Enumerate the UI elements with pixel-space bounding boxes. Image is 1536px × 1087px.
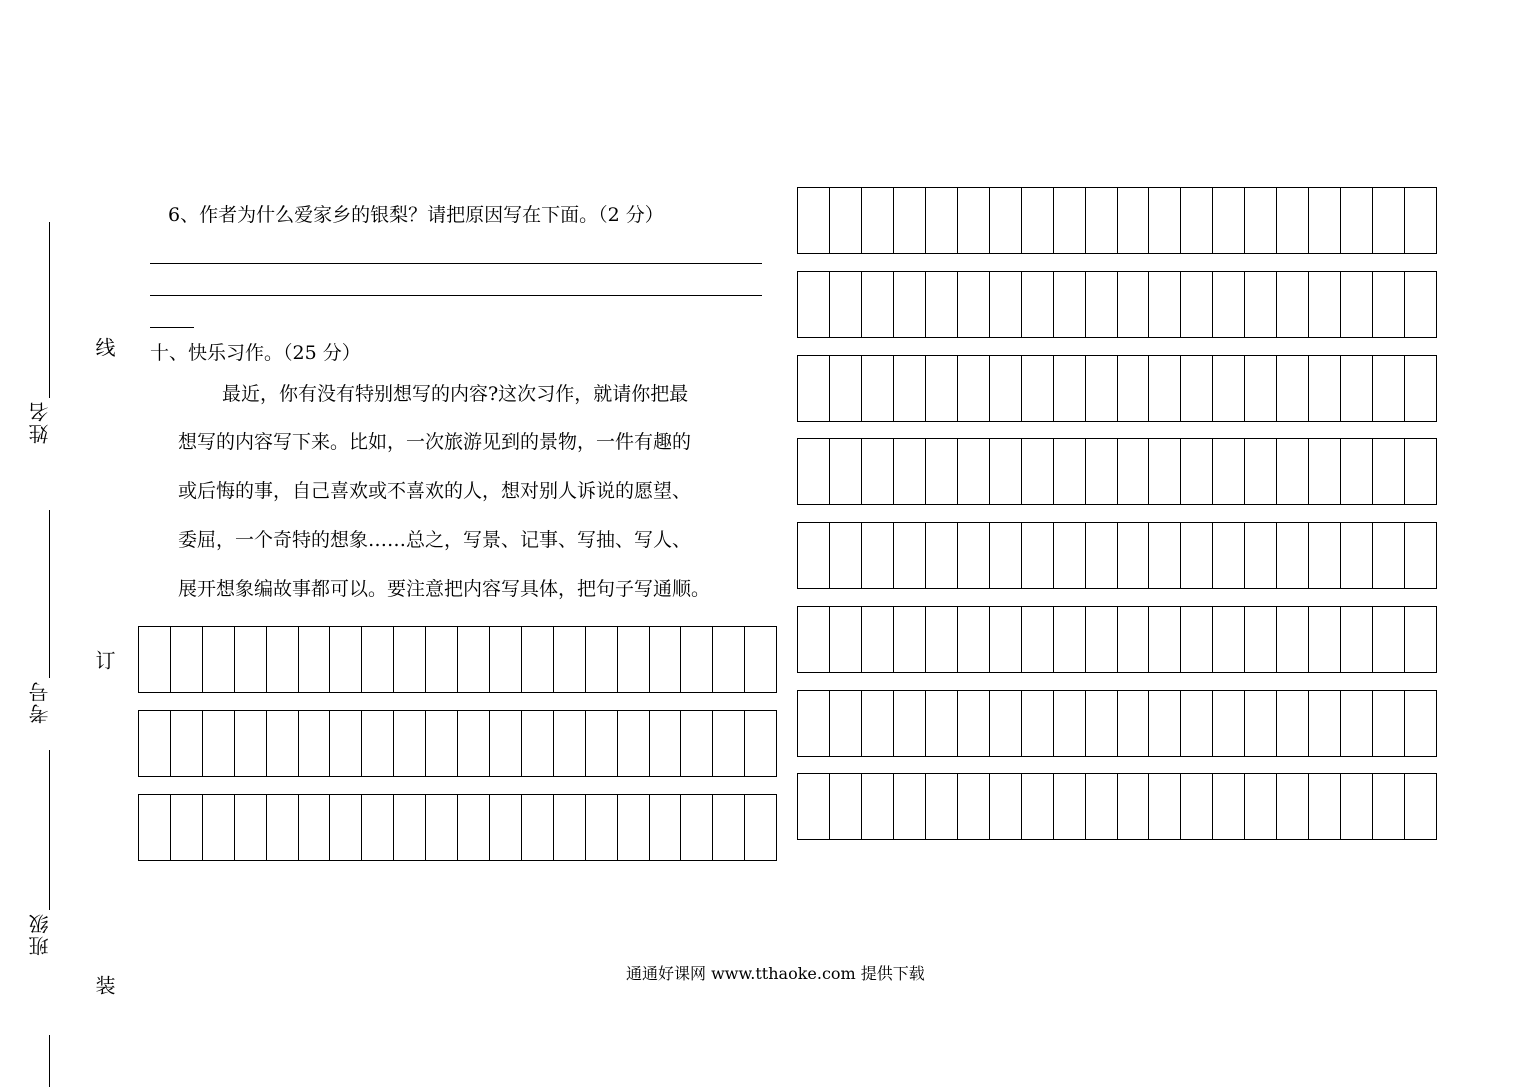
grid-cell[interactable] [1213,774,1245,839]
grid-cell[interactable] [1341,774,1373,839]
grid-cell[interactable] [862,607,894,672]
grid-cell[interactable] [958,356,990,421]
grid-cell[interactable] [1149,356,1181,421]
grid-cell[interactable] [299,627,331,692]
grid-cell[interactable] [426,795,458,860]
grid-cell[interactable] [798,523,830,588]
grid-cell[interactable] [862,188,894,253]
grid-cell[interactable] [522,627,554,692]
grid-cell[interactable] [1245,439,1277,504]
grid-cell[interactable] [713,795,745,860]
grid-cell[interactable] [1341,691,1373,756]
grid-cell[interactable] [1181,188,1213,253]
grid-cell[interactable] [926,439,958,504]
grid-cell[interactable] [681,627,713,692]
answer-line-3[interactable] [150,327,194,328]
prompt-line: 展开想象编故事都可以。要注意把内容写具体，把句子写通顺。 [178,578,711,600]
grid-cell[interactable] [1086,523,1118,588]
grid-cell[interactable] [1277,439,1309,504]
grid-cell[interactable] [830,272,862,337]
grid-cell[interactable] [554,711,586,776]
grid-cell[interactable] [203,795,235,860]
grid-cell[interactable] [1054,774,1086,839]
grid-cell[interactable] [990,774,1022,839]
grid-cell[interactable] [830,188,862,253]
line-mark: 线 [92,337,116,357]
grid-cell[interactable] [1309,356,1341,421]
grid-cell[interactable] [1405,272,1436,337]
grid-cell[interactable] [798,691,830,756]
grid-cell[interactable] [830,356,862,421]
grid-row [797,606,1437,673]
grid-cell[interactable] [1086,439,1118,504]
grid-cell[interactable] [1086,272,1118,337]
grid-cell[interactable] [1309,272,1341,337]
grid-cell[interactable] [958,691,990,756]
grid-cell[interactable] [650,795,682,860]
grid-cell[interactable] [1054,523,1086,588]
grid-cell[interactable] [990,272,1022,337]
grid-cell[interactable] [1373,356,1405,421]
grid-cell[interactable] [1118,356,1150,421]
grid-cell[interactable] [330,795,362,860]
grid-cell[interactable] [1213,272,1245,337]
grid-cell[interactable] [1213,523,1245,588]
grid-cell[interactable] [1086,691,1118,756]
grid-cell[interactable] [990,188,1022,253]
grid-cell[interactable] [745,711,776,776]
grid-row [797,773,1437,840]
grid-cell[interactable] [1277,774,1309,839]
grid-cell[interactable] [990,356,1022,421]
prompt-line: 最近，你有没有特别想写的内容?这次习作，就请你把最 [222,383,689,405]
grid-cell[interactable] [618,795,650,860]
grid-row [797,271,1437,338]
grid-cell[interactable] [586,711,618,776]
question-6-text: 6、作者为什么爱家乡的银梨？请把原因写在下面。（2 分） [168,204,664,226]
grid-cell[interactable] [1086,607,1118,672]
grid-row [797,522,1437,589]
grid-cell[interactable] [1341,439,1373,504]
grid-cell[interactable] [798,774,830,839]
grid-cell[interactable] [926,691,958,756]
grid-cell[interactable] [1245,356,1277,421]
grid-cell[interactable] [1149,523,1181,588]
staple-mark: 订 [92,650,116,670]
grid-cell[interactable] [862,272,894,337]
grid-cell[interactable] [490,795,522,860]
grid-cell[interactable] [1022,607,1054,672]
grid-cell[interactable] [650,711,682,776]
grid-cell[interactable] [958,523,990,588]
grid-cell[interactable] [1373,691,1405,756]
grid-cell[interactable] [1054,188,1086,253]
grid-cell[interactable] [1309,691,1341,756]
grid-cell[interactable] [1149,188,1181,253]
grid-cell[interactable] [1022,188,1054,253]
grid-cell[interactable] [862,774,894,839]
grid-cell[interactable] [618,711,650,776]
grid-cell[interactable] [862,439,894,504]
grid-cell[interactable] [1149,607,1181,672]
grid-cell[interactable] [1405,356,1436,421]
grid-cell[interactable] [1245,774,1277,839]
grid-cell[interactable] [1277,691,1309,756]
grid-cell[interactable] [1341,523,1373,588]
grid-cell[interactable] [1213,691,1245,756]
section-10-heading: 十、快乐习作。（25 分） [150,342,361,364]
grid-cell[interactable] [267,627,299,692]
grid-cell[interactable] [926,607,958,672]
grid-cell[interactable] [1405,607,1436,672]
grid-cell[interactable] [798,272,830,337]
grid-cell[interactable] [458,711,490,776]
grid-cell[interactable] [1054,356,1086,421]
grid-cell[interactable] [330,711,362,776]
grid-cell[interactable] [990,523,1022,588]
grid-cell[interactable] [490,627,522,692]
grid-cell[interactable] [1309,774,1341,839]
grid-cell[interactable] [894,439,926,504]
grid-cell[interactable] [1181,691,1213,756]
grid-row [797,690,1437,757]
grid-cell[interactable] [171,795,203,860]
grid-row [138,794,777,861]
grid-cell[interactable] [299,795,331,860]
grid-cell[interactable] [586,795,618,860]
grid-cell[interactable] [1277,356,1309,421]
grid-cell[interactable] [1277,523,1309,588]
grid-cell[interactable] [958,272,990,337]
grid-cell[interactable] [1405,188,1436,253]
grid-cell[interactable] [1054,607,1086,672]
grid-cell[interactable] [586,627,618,692]
grid-cell[interactable] [1022,272,1054,337]
grid-cell[interactable] [362,795,394,860]
grid-cell[interactable] [330,627,362,692]
margin-line-3 [49,750,50,910]
grid-cell[interactable] [1054,439,1086,504]
grid-cell[interactable] [894,691,926,756]
grid-cell[interactable] [1181,439,1213,504]
grid-cell[interactable] [426,711,458,776]
grid-cell[interactable] [990,691,1022,756]
grid-cell[interactable] [522,795,554,860]
grid-cell[interactable] [171,711,203,776]
grid-cell[interactable] [713,627,745,692]
grid-cell[interactable] [618,627,650,692]
grid-cell[interactable] [139,627,171,692]
grid-cell[interactable] [830,607,862,672]
grid-cell[interactable] [1405,523,1436,588]
grid-cell[interactable] [681,711,713,776]
grid-cell[interactable] [1341,272,1373,337]
grid-cell[interactable] [203,627,235,692]
grid-cell[interactable] [1373,272,1405,337]
grid-cell[interactable] [713,711,745,776]
grid-cell[interactable] [1213,439,1245,504]
grid-cell[interactable] [1118,188,1150,253]
grid-cell[interactable] [894,523,926,588]
grid-cell[interactable] [1405,774,1436,839]
grid-cell[interactable] [1341,188,1373,253]
grid-cell[interactable] [1086,356,1118,421]
grid-cell[interactable] [1118,523,1150,588]
grid-cell[interactable] [745,627,776,692]
grid-cell[interactable] [394,795,426,860]
grid-cell[interactable] [958,607,990,672]
grid-cell[interactable] [1149,272,1181,337]
grid-cell[interactable] [862,691,894,756]
grid-cell[interactable] [894,774,926,839]
grid-cell[interactable] [1245,272,1277,337]
grid-cell[interactable] [1118,607,1150,672]
grid-cell[interactable] [1309,188,1341,253]
grid-cell[interactable] [1118,774,1150,839]
grid-row [138,626,777,693]
grid-cell[interactable] [1054,272,1086,337]
grid-cell[interactable] [362,711,394,776]
grid-cell[interactable] [1086,188,1118,253]
prompt-line: 委屈，一个奇特的想象……总之，写景、记事、写抽、写人、 [178,529,692,551]
grid-cell[interactable] [235,627,267,692]
grid-cell[interactable] [267,795,299,860]
grid-cell[interactable] [1022,523,1054,588]
grid-row [797,355,1437,422]
grid-row [797,187,1437,254]
grid-cell[interactable] [458,795,490,860]
grid-cell[interactable] [1022,356,1054,421]
grid-cell[interactable] [1181,607,1213,672]
grid-cell[interactable] [1213,356,1245,421]
grid-cell[interactable] [1309,439,1341,504]
grid-cell[interactable] [1149,439,1181,504]
grid-cell[interactable] [1373,774,1405,839]
grid-cell[interactable] [394,711,426,776]
grid-cell[interactable] [458,627,490,692]
grid-cell[interactable] [1086,774,1118,839]
grid-cell[interactable] [1277,607,1309,672]
grid-row [797,438,1437,505]
grid-cell[interactable] [1022,774,1054,839]
grid-cell[interactable] [1213,188,1245,253]
margin-line-1 [49,222,50,398]
grid-cell[interactable] [958,439,990,504]
grid-cell[interactable] [1405,691,1436,756]
grid-cell[interactable] [1373,523,1405,588]
grid-cell[interactable] [990,607,1022,672]
grid-cell[interactable] [862,356,894,421]
grid-cell[interactable] [926,272,958,337]
grid-cell[interactable] [894,188,926,253]
grid-cell[interactable] [958,774,990,839]
grid-row [138,710,777,777]
grid-cell[interactable] [522,711,554,776]
grid-cell[interactable] [1181,272,1213,337]
grid-cell[interactable] [926,188,958,253]
grid-cell[interactable] [650,627,682,692]
grid-cell[interactable] [830,691,862,756]
grid-cell[interactable] [1149,691,1181,756]
grid-cell[interactable] [394,627,426,692]
grid-cell[interactable] [203,711,235,776]
grid-cell[interactable] [554,795,586,860]
grid-cell[interactable] [990,439,1022,504]
name-label: 姓名 [28,400,52,444]
grid-cell[interactable] [235,711,267,776]
class-label: 班级 [28,912,52,956]
prompt-line: 想写的内容写下来。比如，一次旅游见到的景物，一件有趣的 [178,431,692,453]
prompt-line: 或后悔的事，自己喜欢或不喜欢的人，想对别人诉说的愿望、 [178,480,692,502]
grid-cell[interactable] [1118,691,1150,756]
grid-cell[interactable] [681,795,713,860]
grid-cell[interactable] [139,711,171,776]
grid-cell[interactable] [1245,188,1277,253]
grid-cell[interactable] [894,607,926,672]
grid-cell[interactable] [926,523,958,588]
grid-cell[interactable] [1277,188,1309,253]
grid-cell[interactable] [1118,439,1150,504]
grid-cell[interactable] [1405,439,1436,504]
grid-cell[interactable] [958,188,990,253]
grid-cell[interactable] [1309,607,1341,672]
grid-cell[interactable] [1118,272,1150,337]
grid-cell[interactable] [926,356,958,421]
grid-cell[interactable] [798,439,830,504]
answer-line-1[interactable] [150,263,762,264]
grid-cell[interactable] [798,356,830,421]
margin-line-2 [49,510,50,678]
answer-line-2[interactable] [150,295,762,296]
grid-cell[interactable] [830,439,862,504]
grid-cell[interactable] [1054,691,1086,756]
grid-cell[interactable] [490,711,522,776]
grid-cell[interactable] [1373,188,1405,253]
grid-cell[interactable] [830,523,862,588]
grid-cell[interactable] [1181,523,1213,588]
grid-cell[interactable] [1309,523,1341,588]
grid-cell[interactable] [267,711,299,776]
bind-mark: 装 [92,975,116,995]
grid-cell[interactable] [426,627,458,692]
grid-cell[interactable] [798,188,830,253]
grid-cell[interactable] [1022,439,1054,504]
grid-cell[interactable] [1149,774,1181,839]
grid-cell[interactable] [1373,607,1405,672]
grid-cell[interactable] [171,627,203,692]
exam-number-label: 考号 [28,680,52,724]
grid-cell[interactable] [745,795,776,860]
grid-cell[interactable] [862,523,894,588]
grid-cell[interactable] [1022,691,1054,756]
grid-cell[interactable] [1245,691,1277,756]
grid-cell[interactable] [554,627,586,692]
grid-cell[interactable] [926,774,958,839]
grid-cell[interactable] [894,272,926,337]
grid-cell[interactable] [362,627,394,692]
grid-cell[interactable] [830,774,862,839]
grid-cell[interactable] [1341,607,1373,672]
grid-cell[interactable] [1245,523,1277,588]
margin-line-4 [49,1035,50,1087]
grid-cell[interactable] [1341,356,1373,421]
grid-cell[interactable] [798,607,830,672]
grid-cell[interactable] [1181,774,1213,839]
grid-cell[interactable] [1181,356,1213,421]
grid-cell[interactable] [1245,607,1277,672]
grid-cell[interactable] [299,711,331,776]
grid-cell[interactable] [1373,439,1405,504]
grid-cell[interactable] [1213,607,1245,672]
grid-cell[interactable] [139,795,171,860]
grid-cell[interactable] [1277,272,1309,337]
footer-source: 通通好课网 www.tthaoke.com 提供下载 [626,964,925,983]
grid-cell[interactable] [894,356,926,421]
grid-cell[interactable] [235,795,267,860]
